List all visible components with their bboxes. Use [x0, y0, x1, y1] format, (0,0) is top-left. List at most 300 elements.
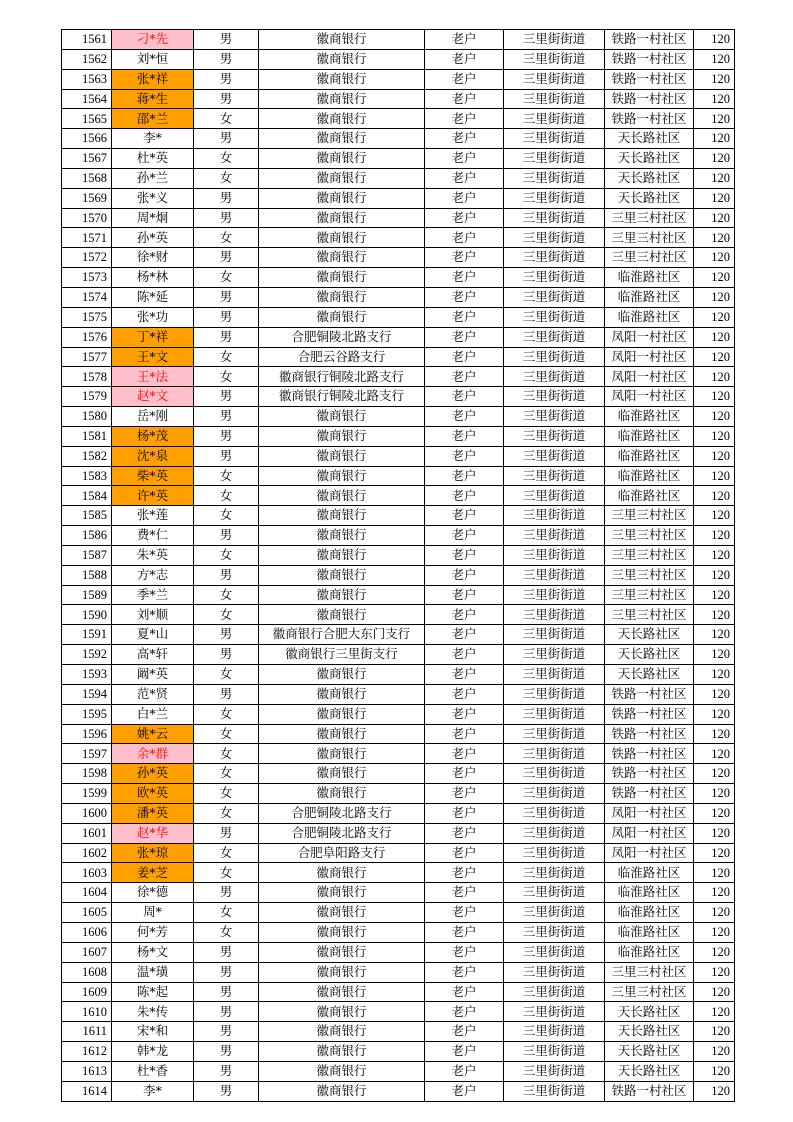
street-cell: 三里街街道 [504, 863, 605, 883]
street-cell: 三里街街道 [504, 764, 605, 784]
community-cell: 三里三村社区 [605, 526, 694, 546]
street-cell: 三里街街道 [504, 327, 605, 347]
row-number-cell: 1596 [62, 724, 112, 744]
street-cell: 三里街街道 [504, 605, 605, 625]
bank-cell: 徽商银行 [259, 129, 425, 149]
household-type-cell: 老户 [425, 347, 504, 367]
table-row [62, 1042, 735, 1062]
name-cell: 岳*刚 [112, 407, 194, 427]
row-number-cell: 1576 [62, 327, 112, 347]
row-number-cell: 1609 [62, 982, 112, 1002]
bank-cell: 徽商银行铜陵北路支行 [259, 387, 425, 407]
row-number-cell: 1581 [62, 426, 112, 446]
name-cell: 高*轩 [112, 645, 194, 665]
table-row [62, 863, 735, 883]
street-cell: 三里街街道 [504, 744, 605, 764]
bank-cell: 徽商银行 [259, 526, 425, 546]
community-cell: 凤阳一村社区 [605, 327, 694, 347]
household-type-cell: 老户 [425, 1061, 504, 1081]
name-cell: 白*兰 [112, 704, 194, 724]
name-cell: 陈*延 [112, 287, 194, 307]
amount-cell: 120 [694, 982, 735, 1002]
community-cell: 铁路一村社区 [605, 1081, 694, 1101]
bank-cell: 徽商银行 [259, 744, 425, 764]
community-cell: 天长路社区 [605, 149, 694, 169]
name-cell: 王*法 [112, 367, 194, 387]
gender-cell: 女 [194, 843, 259, 863]
row-number-cell: 1570 [62, 208, 112, 228]
name-cell: 丁*祥 [112, 327, 194, 347]
name-cell: 徐*德 [112, 883, 194, 903]
community-cell: 铁路一村社区 [605, 744, 694, 764]
table-row [62, 129, 735, 149]
amount-cell: 120 [694, 149, 735, 169]
name-cell: 张*祥 [112, 69, 194, 89]
bank-cell: 徽商银行 [259, 903, 425, 923]
community-cell: 三里三村社区 [605, 982, 694, 1002]
street-cell: 三里街街道 [504, 188, 605, 208]
row-number-cell: 1611 [62, 1022, 112, 1042]
community-cell: 天长路社区 [605, 168, 694, 188]
household-type-cell: 老户 [425, 327, 504, 347]
street-cell: 三里街街道 [504, 1002, 605, 1022]
bank-cell: 徽商银行铜陵北路支行 [259, 367, 425, 387]
name-cell: 温*璜 [112, 962, 194, 982]
data-table [61, 29, 735, 1102]
bank-cell: 徽商银行 [259, 426, 425, 446]
name-cell: 刘*恒 [112, 49, 194, 69]
street-cell: 三里街街道 [504, 89, 605, 109]
household-type-cell: 老户 [425, 49, 504, 69]
amount-cell: 120 [694, 764, 735, 784]
row-number-cell: 1562 [62, 49, 112, 69]
table-row [62, 883, 735, 903]
table-row [62, 466, 735, 486]
amount-cell: 120 [694, 625, 735, 645]
gender-cell: 男 [194, 49, 259, 69]
name-cell: 潘*英 [112, 803, 194, 823]
gender-cell: 男 [194, 129, 259, 149]
row-number-cell: 1574 [62, 287, 112, 307]
table-row [62, 506, 735, 526]
table-row [62, 149, 735, 169]
gender-cell: 男 [194, 526, 259, 546]
gender-cell: 女 [194, 367, 259, 387]
name-cell: 张*功 [112, 307, 194, 327]
bank-cell: 徽商银行 [259, 486, 425, 506]
street-cell: 三里街街道 [504, 1081, 605, 1101]
street-cell: 三里街街道 [504, 922, 605, 942]
table-row [62, 684, 735, 704]
gender-cell: 男 [194, 407, 259, 427]
community-cell: 铁路一村社区 [605, 684, 694, 704]
community-cell: 铁路一村社区 [605, 30, 694, 50]
bank-cell: 徽商银行合肥大东门支行 [259, 625, 425, 645]
table-row [62, 704, 735, 724]
household-type-cell: 老户 [425, 307, 504, 327]
row-number-cell: 1566 [62, 129, 112, 149]
table-row [62, 387, 735, 407]
street-cell: 三里街街道 [504, 1022, 605, 1042]
amount-cell: 120 [694, 307, 735, 327]
name-cell: 刁*先 [112, 30, 194, 50]
gender-cell: 女 [194, 506, 259, 526]
household-type-cell: 老户 [425, 526, 504, 546]
row-number-cell: 1575 [62, 307, 112, 327]
row-number-cell: 1606 [62, 922, 112, 942]
gender-cell: 男 [194, 962, 259, 982]
row-number-cell: 1589 [62, 585, 112, 605]
gender-cell: 女 [194, 605, 259, 625]
row-number-cell: 1607 [62, 942, 112, 962]
household-type-cell: 老户 [425, 1042, 504, 1062]
bank-cell: 徽商银行 [259, 784, 425, 804]
gender-cell: 男 [194, 942, 259, 962]
name-cell: 张*莲 [112, 506, 194, 526]
bank-cell: 徽商银行 [259, 188, 425, 208]
row-number-cell: 1565 [62, 109, 112, 129]
community-cell: 天长路社区 [605, 665, 694, 685]
street-cell: 三里街街道 [504, 446, 605, 466]
amount-cell: 120 [694, 942, 735, 962]
amount-cell: 120 [694, 129, 735, 149]
name-cell: 李* [112, 129, 194, 149]
street-cell: 三里街街道 [504, 724, 605, 744]
street-cell: 三里街街道 [504, 49, 605, 69]
table-row [62, 545, 735, 565]
household-type-cell: 老户 [425, 982, 504, 1002]
amount-cell: 120 [694, 268, 735, 288]
bank-cell: 徽商银行 [259, 446, 425, 466]
community-cell: 凤阳一村社区 [605, 843, 694, 863]
table-row [62, 287, 735, 307]
amount-cell: 120 [694, 545, 735, 565]
row-number-cell: 1613 [62, 1061, 112, 1081]
amount-cell: 120 [694, 1002, 735, 1022]
household-type-cell: 老户 [425, 724, 504, 744]
table-row [62, 605, 735, 625]
amount-cell: 120 [694, 1081, 735, 1101]
street-cell: 三里街街道 [504, 287, 605, 307]
amount-cell: 120 [694, 407, 735, 427]
table-row [62, 30, 735, 50]
gender-cell: 男 [194, 883, 259, 903]
gender-cell: 男 [194, 565, 259, 585]
row-number-cell: 1605 [62, 903, 112, 923]
household-type-cell: 老户 [425, 665, 504, 685]
bank-cell: 徽商银行 [259, 208, 425, 228]
gender-cell: 女 [194, 545, 259, 565]
name-cell: 杨*文 [112, 942, 194, 962]
community-cell: 三里三村社区 [605, 208, 694, 228]
bank-cell: 徽商银行 [259, 1061, 425, 1081]
table-row [62, 823, 735, 843]
community-cell: 铁路一村社区 [605, 704, 694, 724]
household-type-cell: 老户 [425, 645, 504, 665]
gender-cell: 男 [194, 1022, 259, 1042]
bank-cell: 徽商银行 [259, 228, 425, 248]
bank-cell: 徽商银行 [259, 168, 425, 188]
bank-cell: 徽商银行 [259, 982, 425, 1002]
community-cell: 临淮路社区 [605, 307, 694, 327]
household-type-cell: 老户 [425, 784, 504, 804]
amount-cell: 120 [694, 823, 735, 843]
amount-cell: 120 [694, 506, 735, 526]
bank-cell: 徽商银行 [259, 724, 425, 744]
name-cell: 季*兰 [112, 585, 194, 605]
household-type-cell: 老户 [425, 287, 504, 307]
table-row [62, 744, 735, 764]
community-cell: 三里三村社区 [605, 506, 694, 526]
row-number-cell: 1561 [62, 30, 112, 50]
community-cell: 临淮路社区 [605, 922, 694, 942]
bank-cell: 徽商银行 [259, 1042, 425, 1062]
name-cell: 周*炯 [112, 208, 194, 228]
row-number-cell: 1569 [62, 188, 112, 208]
street-cell: 三里街街道 [504, 585, 605, 605]
gender-cell: 女 [194, 744, 259, 764]
amount-cell: 120 [694, 208, 735, 228]
name-cell: 张*义 [112, 188, 194, 208]
row-number-cell: 1599 [62, 784, 112, 804]
amount-cell: 120 [694, 109, 735, 129]
amount-cell: 120 [694, 843, 735, 863]
household-type-cell: 老户 [425, 823, 504, 843]
name-cell: 赵*文 [112, 387, 194, 407]
gender-cell: 女 [194, 764, 259, 784]
household-type-cell: 老户 [425, 387, 504, 407]
gender-cell: 女 [194, 347, 259, 367]
bank-cell: 徽商银行 [259, 248, 425, 268]
household-type-cell: 老户 [425, 426, 504, 446]
name-cell: 杜*英 [112, 149, 194, 169]
community-cell: 三里三村社区 [605, 962, 694, 982]
amount-cell: 120 [694, 69, 735, 89]
table-row [62, 407, 735, 427]
gender-cell: 男 [194, 645, 259, 665]
bank-cell: 合肥云谷路支行 [259, 347, 425, 367]
gender-cell: 女 [194, 585, 259, 605]
gender-cell: 男 [194, 446, 259, 466]
name-cell: 刘*顺 [112, 605, 194, 625]
street-cell: 三里街街道 [504, 625, 605, 645]
community-cell: 临淮路社区 [605, 942, 694, 962]
gender-cell: 女 [194, 903, 259, 923]
gender-cell: 男 [194, 327, 259, 347]
amount-cell: 120 [694, 327, 735, 347]
row-number-cell: 1601 [62, 823, 112, 843]
bank-cell: 徽商银行 [259, 665, 425, 685]
name-cell: 王*文 [112, 347, 194, 367]
name-cell: 宋*和 [112, 1022, 194, 1042]
amount-cell: 120 [694, 704, 735, 724]
household-type-cell: 老户 [425, 486, 504, 506]
name-cell: 张*琼 [112, 843, 194, 863]
gender-cell: 男 [194, 30, 259, 50]
amount-cell: 120 [694, 466, 735, 486]
gender-cell: 女 [194, 784, 259, 804]
row-number-cell: 1614 [62, 1081, 112, 1101]
table-row [62, 89, 735, 109]
bank-cell: 徽商银行 [259, 506, 425, 526]
name-cell: 费*仁 [112, 526, 194, 546]
bank-cell: 徽商银行 [259, 585, 425, 605]
bank-cell: 合肥铜陵北路支行 [259, 803, 425, 823]
row-number-cell: 1564 [62, 89, 112, 109]
household-type-cell: 老户 [425, 565, 504, 585]
bank-cell: 徽商银行 [259, 942, 425, 962]
row-number-cell: 1579 [62, 387, 112, 407]
name-cell: 韩*龙 [112, 1042, 194, 1062]
community-cell: 临淮路社区 [605, 863, 694, 883]
community-cell: 天长路社区 [605, 129, 694, 149]
bank-cell: 徽商银行 [259, 883, 425, 903]
household-type-cell: 老户 [425, 942, 504, 962]
gender-cell: 男 [194, 1061, 259, 1081]
community-cell: 三里三村社区 [605, 585, 694, 605]
amount-cell: 120 [694, 803, 735, 823]
row-number-cell: 1588 [62, 565, 112, 585]
row-number-cell: 1584 [62, 486, 112, 506]
row-number-cell: 1603 [62, 863, 112, 883]
amount-cell: 120 [694, 1042, 735, 1062]
community-cell: 天长路社区 [605, 1002, 694, 1022]
gender-cell: 男 [194, 387, 259, 407]
street-cell: 三里街街道 [504, 30, 605, 50]
table-row [62, 982, 735, 1002]
row-number-cell: 1582 [62, 446, 112, 466]
street-cell: 三里街街道 [504, 426, 605, 446]
amount-cell: 120 [694, 1061, 735, 1081]
gender-cell: 女 [194, 665, 259, 685]
row-number-cell: 1590 [62, 605, 112, 625]
table-row [62, 645, 735, 665]
street-cell: 三里街街道 [504, 982, 605, 1002]
gender-cell: 男 [194, 188, 259, 208]
street-cell: 三里街街道 [504, 347, 605, 367]
gender-cell: 男 [194, 684, 259, 704]
gender-cell: 女 [194, 922, 259, 942]
table-row [62, 903, 735, 923]
table-row [62, 1002, 735, 1022]
row-number-cell: 1593 [62, 665, 112, 685]
bank-cell: 徽商银行 [259, 287, 425, 307]
name-cell: 朱*英 [112, 545, 194, 565]
household-type-cell: 老户 [425, 248, 504, 268]
household-type-cell: 老户 [425, 585, 504, 605]
community-cell: 三里三村社区 [605, 605, 694, 625]
amount-cell: 120 [694, 665, 735, 685]
community-cell: 天长路社区 [605, 1042, 694, 1062]
table-row [62, 526, 735, 546]
bank-cell: 徽商银行 [259, 684, 425, 704]
street-cell: 三里街街道 [504, 129, 605, 149]
table-row [62, 446, 735, 466]
table-row [62, 803, 735, 823]
household-type-cell: 老户 [425, 764, 504, 784]
household-type-cell: 老户 [425, 30, 504, 50]
bank-cell: 合肥阜阳路支行 [259, 843, 425, 863]
street-cell: 三里街街道 [504, 407, 605, 427]
amount-cell: 120 [694, 863, 735, 883]
household-type-cell: 老户 [425, 149, 504, 169]
name-cell: 孙*英 [112, 764, 194, 784]
bank-cell: 徽商银行 [259, 69, 425, 89]
name-cell: 杨*林 [112, 268, 194, 288]
community-cell: 凤阳一村社区 [605, 823, 694, 843]
household-type-cell: 老户 [425, 803, 504, 823]
row-number-cell: 1594 [62, 684, 112, 704]
street-cell: 三里街街道 [504, 248, 605, 268]
bank-cell: 徽商银行 [259, 863, 425, 883]
street-cell: 三里街街道 [504, 387, 605, 407]
household-type-cell: 老户 [425, 367, 504, 387]
amount-cell: 120 [694, 962, 735, 982]
street-cell: 三里街街道 [504, 268, 605, 288]
name-cell: 柴*英 [112, 466, 194, 486]
community-cell: 三里三村社区 [605, 228, 694, 248]
amount-cell: 120 [694, 883, 735, 903]
community-cell: 铁路一村社区 [605, 69, 694, 89]
household-type-cell: 老户 [425, 466, 504, 486]
gender-cell: 男 [194, 248, 259, 268]
street-cell: 三里街街道 [504, 962, 605, 982]
community-cell: 临淮路社区 [605, 446, 694, 466]
community-cell: 临淮路社区 [605, 407, 694, 427]
household-type-cell: 老户 [425, 704, 504, 724]
household-type-cell: 老户 [425, 268, 504, 288]
name-cell: 徐*财 [112, 248, 194, 268]
community-cell: 天长路社区 [605, 645, 694, 665]
amount-cell: 120 [694, 248, 735, 268]
name-cell: 孙*兰 [112, 168, 194, 188]
amount-cell: 120 [694, 605, 735, 625]
street-cell: 三里街街道 [504, 526, 605, 546]
street-cell: 三里街街道 [504, 843, 605, 863]
gender-cell: 男 [194, 1002, 259, 1022]
community-cell: 铁路一村社区 [605, 724, 694, 744]
row-number-cell: 1604 [62, 883, 112, 903]
table-row [62, 784, 735, 804]
gender-cell: 男 [194, 982, 259, 1002]
table-row [62, 69, 735, 89]
amount-cell: 120 [694, 903, 735, 923]
amount-cell: 120 [694, 168, 735, 188]
street-cell: 三里街街道 [504, 228, 605, 248]
community-cell: 三里三村社区 [605, 545, 694, 565]
row-number-cell: 1585 [62, 506, 112, 526]
community-cell: 凤阳一村社区 [605, 367, 694, 387]
bank-cell: 徽商银行 [259, 149, 425, 169]
table-row [62, 347, 735, 367]
name-cell: 李* [112, 1081, 194, 1101]
community-cell: 铁路一村社区 [605, 89, 694, 109]
gender-cell: 男 [194, 208, 259, 228]
bank-cell: 徽商银行 [259, 1002, 425, 1022]
name-cell: 何*芳 [112, 922, 194, 942]
household-type-cell: 老户 [425, 89, 504, 109]
table-row [62, 585, 735, 605]
bank-cell: 徽商银行 [259, 704, 425, 724]
table-row [62, 228, 735, 248]
amount-cell: 120 [694, 1022, 735, 1042]
community-cell: 铁路一村社区 [605, 49, 694, 69]
household-type-cell: 老户 [425, 506, 504, 526]
gender-cell: 女 [194, 268, 259, 288]
row-number-cell: 1577 [62, 347, 112, 367]
street-cell: 三里街街道 [504, 466, 605, 486]
community-cell: 三里三村社区 [605, 248, 694, 268]
